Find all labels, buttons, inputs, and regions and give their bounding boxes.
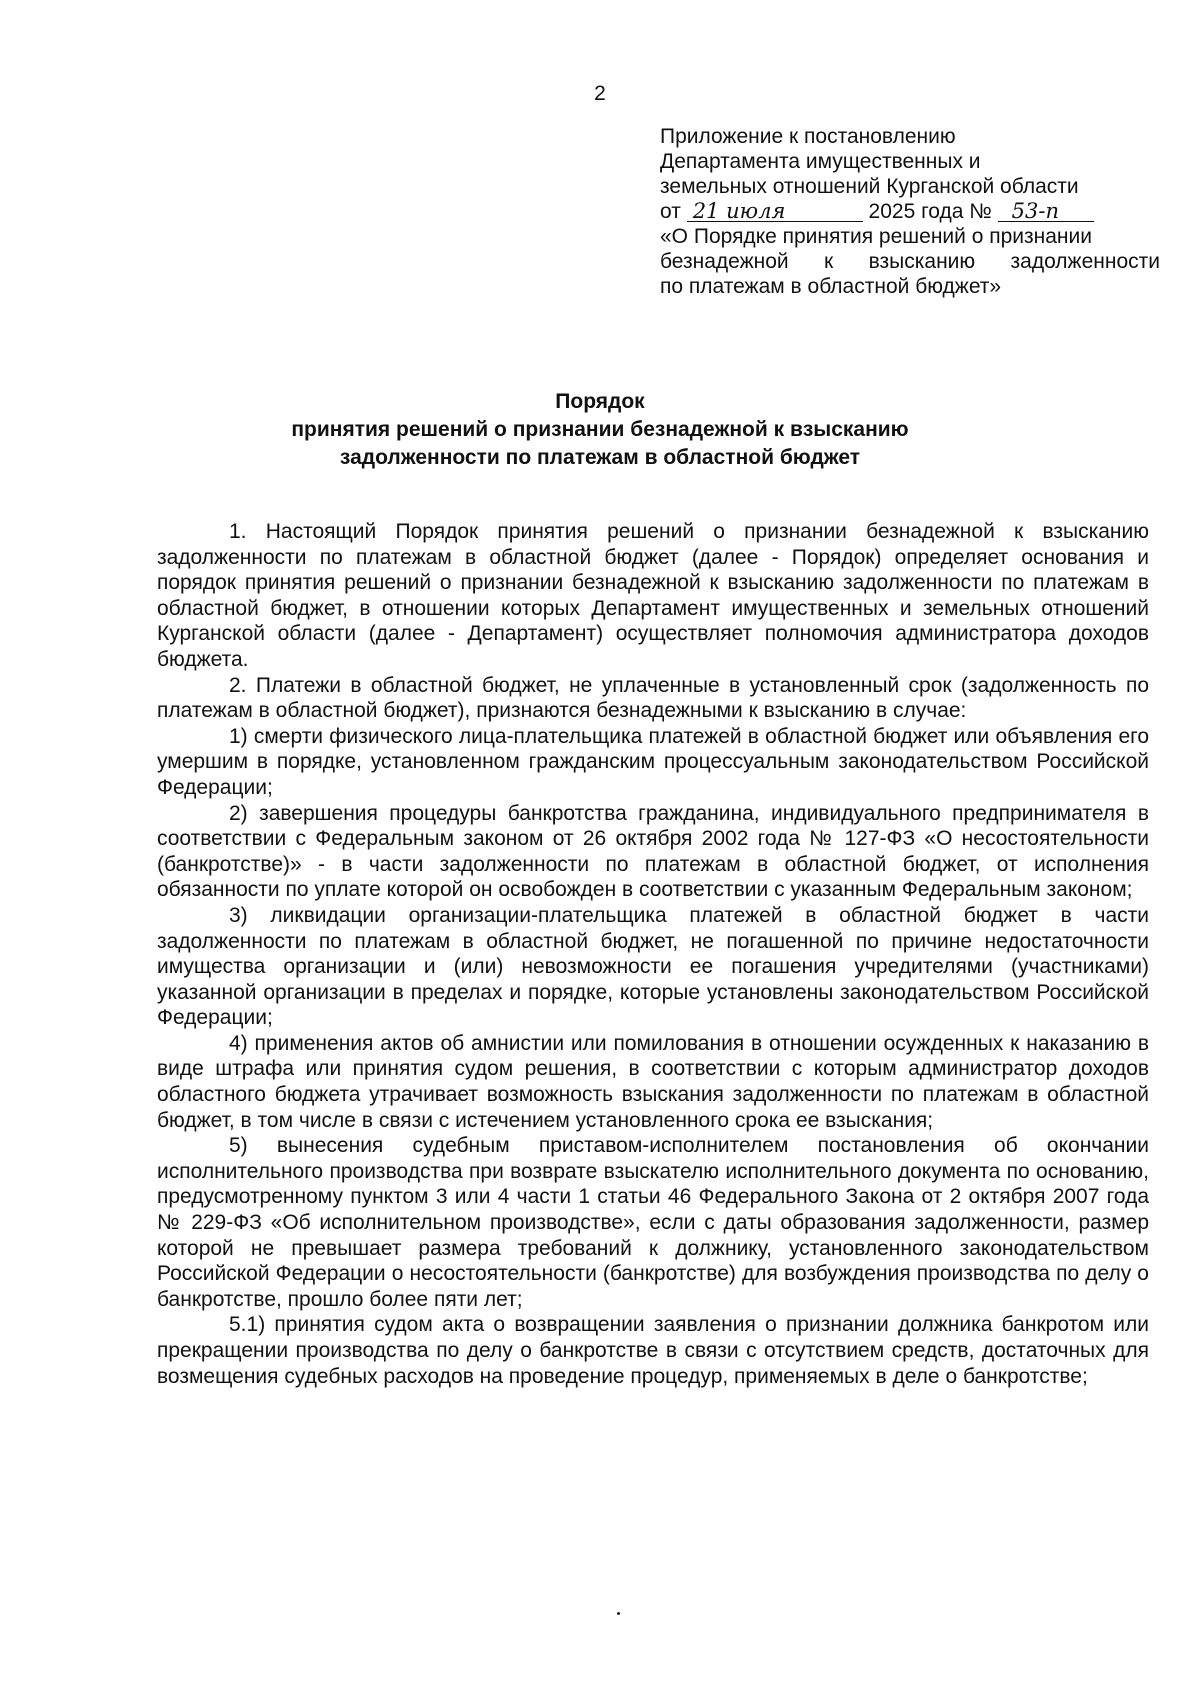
handwritten-date: 21 июля (687, 201, 863, 222)
appendix-line: безнадежной к взысканию задолженности (660, 250, 1160, 273)
paragraph: 2) завершения процедуры банкротства гражданина, индивидуального предпринимателя в соответствии с Федеральным законом от 26 октября 2002 года № 127-ФЗ «О несостоятельности (банкротстве)» - в части задолженности по платежам в областной бюджет, от исполнения обязанности по уплате которой он освобожден в соответствии с указанным Федеральным законом; (157, 801, 1149, 902)
document-body (157, 519, 1149, 1389)
paragraph: 4) применения актов об амнистии или помилования в отношении осужденных к наказанию в виде штрафа или принятия судом решения, в соответствии с которым администратор доходов областного бюджета утрачивает возможность взыскания задолженности по платежам в областной бюджет, в том числе в связи с истечением установленного срока ее взыскания; (157, 1031, 1149, 1132)
appendix-block (660, 124, 1160, 299)
appendix-line: Приложение к постановлению (660, 125, 956, 148)
date-prefix: от (660, 200, 681, 223)
paragraph: 1) смерти физического лица-плательщика платежей в областной бюджет или объявления его умершим в порядке, установленном гражданским процессуальным законодательством Российской Федерации; (157, 724, 1149, 799)
appendix-line: Департамента имущественных и (660, 150, 981, 173)
appendix-line: «О Порядке принятия решений о признании (660, 225, 1092, 248)
appendix-line: по платежам в областной бюджет» (660, 275, 1002, 298)
title-line: принятия решений о признании безнадежной к взысканию (291, 418, 909, 441)
page-number: 2 (594, 82, 606, 105)
handwritten-number: 53-п (998, 201, 1094, 222)
paragraph: 2. Платежи в областной бюджет, не уплаченные в установленный срок (задолженность по платежам в областной бюджет), признаются безнадежными к взысканию в случае: (157, 673, 1149, 723)
appendix-line: земельных отношений Курганской области (660, 175, 1079, 198)
paragraph: 3) ликвидации организации-плательщика платежей в областной бюджет в части задолженности по платежам в областной бюджет, не погашенной по причине недостаточности имущества организации и (или) невозможности ее погашения учредителями (участниками) указанной организации в пределах и порядке, которые установлены законодательством Российской Федерации; (157, 903, 1149, 1030)
scan-speck (617, 1612, 620, 1615)
document-title (0, 388, 1200, 472)
paragraph: 5.1) принятия судом акта о возвращении заявления о признании должника банкротом или прекращении производства по делу о банкротстве в связи с отсутствием средств, достаточных для возмещения судебных расходов на проведение процедур, применяемых в деле о банкротстве; (157, 1313, 1149, 1388)
title-line: задолженности по платежам в областной бюджет (339, 446, 861, 469)
paragraph: 5) вынесения судебным приставом-исполнителем постановления об окончании исполнительного производства при возврате взыскателю исполнительного документа по основанию, предусмотренному пунктом 3 или 4 части 1 статьи 46 Федерального Закона от 2 октября 2007 года № 229-ФЗ «Об исполнительном производстве», если с даты образования задолженности, размер которой не превышает размера требований к должнику, установленного законодательством Российской Федерации о несостоятельности (банкротстве) для возбуждения производства по делу о банкротстве, прошло более пяти лет; (157, 1134, 1149, 1311)
appendix-date-line (660, 199, 1160, 224)
year-text: 2025 года № (868, 200, 992, 223)
title-line: Порядок (555, 390, 645, 413)
paragraph: 1. Настоящий Порядок принятия решений о признании безнадежной к взысканию задолженности по платежам в областной бюджет (далее - Порядок) определяет основания и порядок принятия решений о признании безнадежной к взысканию задолженности по платежам в областной бюджет, в отношении которых Департамент имущественных и земельных отношений Курганской области (далее - Департамент) осуществляет полномочия администратора доходов бюджета. (157, 520, 1149, 671)
